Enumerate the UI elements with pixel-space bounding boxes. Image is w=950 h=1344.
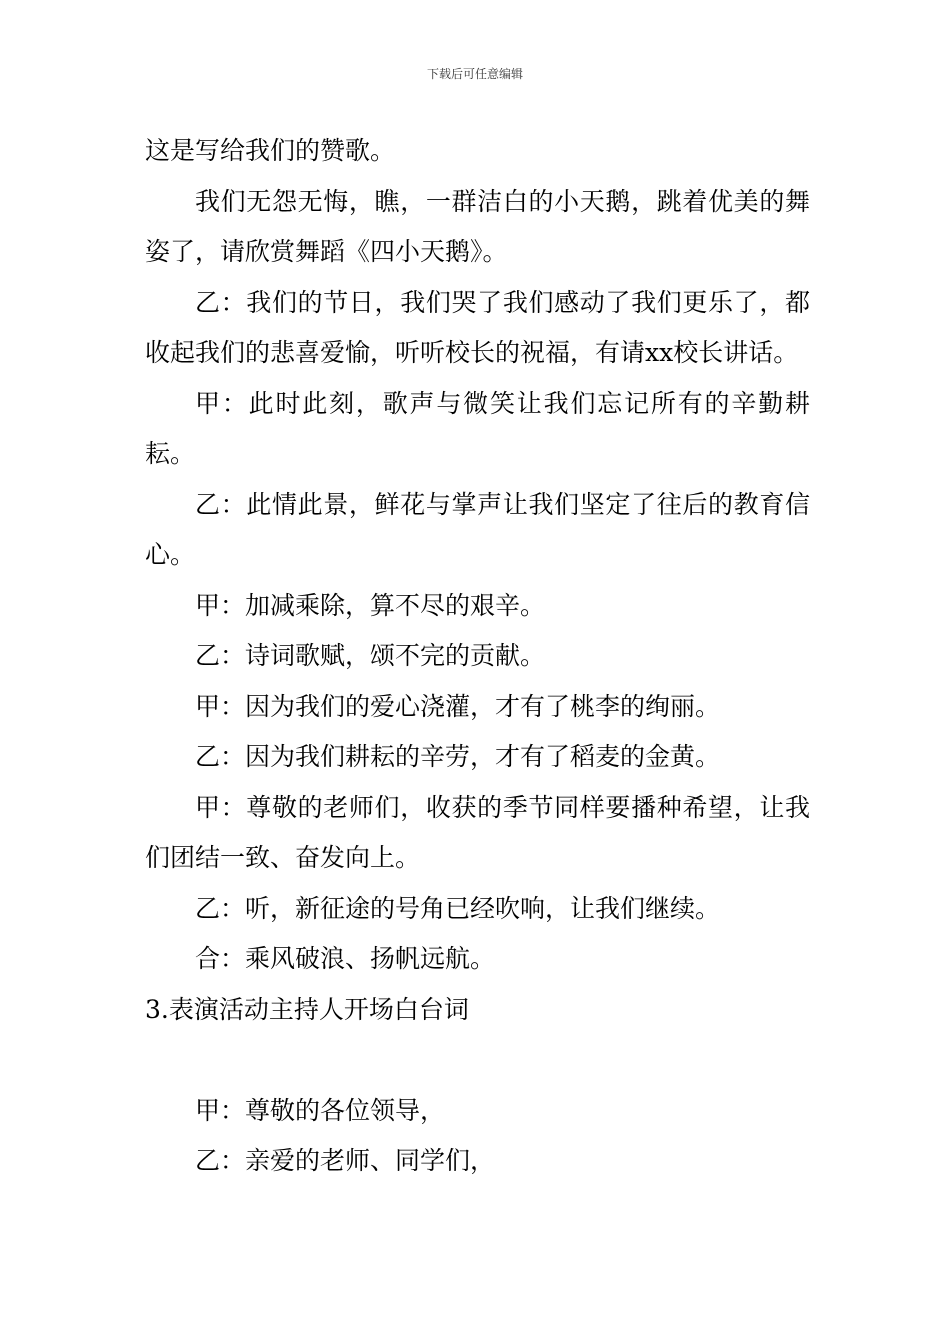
paragraph: 乙：诗词歌赋，颂不完的贡献。 xyxy=(195,641,546,670)
paragraph: 甲：此时此刻，歌声与微笑让我们忘记所有的辛勤耕耘。 xyxy=(145,388,810,468)
paragraph: 乙：我们的节日，我们哭了我们感动了我们更乐了，都收起我们的悲喜爱愉，听听校长的祝福，有请xx校长讲话。 xyxy=(145,287,810,367)
paragraph: 我们无怨无悔，瞧，一群洁白的小天鹅，跳着优美的舞姿了，请欣赏舞蹈《四小天鹅》。 xyxy=(145,186,810,266)
page-header: 下载后可任意编辑 xyxy=(426,67,523,81)
blank-line xyxy=(145,1035,810,1086)
paragraph: 这是写给我们的赞歌。 xyxy=(145,136,396,165)
section-heading: 3.表演活动主持人开场白台词 xyxy=(145,994,469,1024)
paragraph: 乙：听，新征途的号角已经吹响，让我们继续。 xyxy=(195,893,721,923)
paragraph: 甲：加减乘除，算不尽的艰辛。 xyxy=(195,590,546,620)
paragraph: 甲：尊敬的老师们，收获的季节同样要播种希望，让我们团结一致、奋发向上。 xyxy=(145,792,810,872)
paragraph: 乙：此情此景，鲜花与掌声让我们坚定了往后的教育信心。 xyxy=(145,489,810,569)
paragraph: 甲：因为我们的爱心浇灌，才有了桃李的绚丽。 xyxy=(195,691,721,721)
paragraph: 乙：因为我们耕耘的辛劳，才有了稻麦的金黄。 xyxy=(195,742,721,771)
document-body xyxy=(145,126,810,1187)
paragraph: 合：乘风破浪、扬帆远航。 xyxy=(195,944,496,973)
paragraph: 乙：亲爱的老师、同学们， xyxy=(195,1146,496,1175)
paragraph: 甲：尊敬的各位领导， xyxy=(195,1095,446,1125)
